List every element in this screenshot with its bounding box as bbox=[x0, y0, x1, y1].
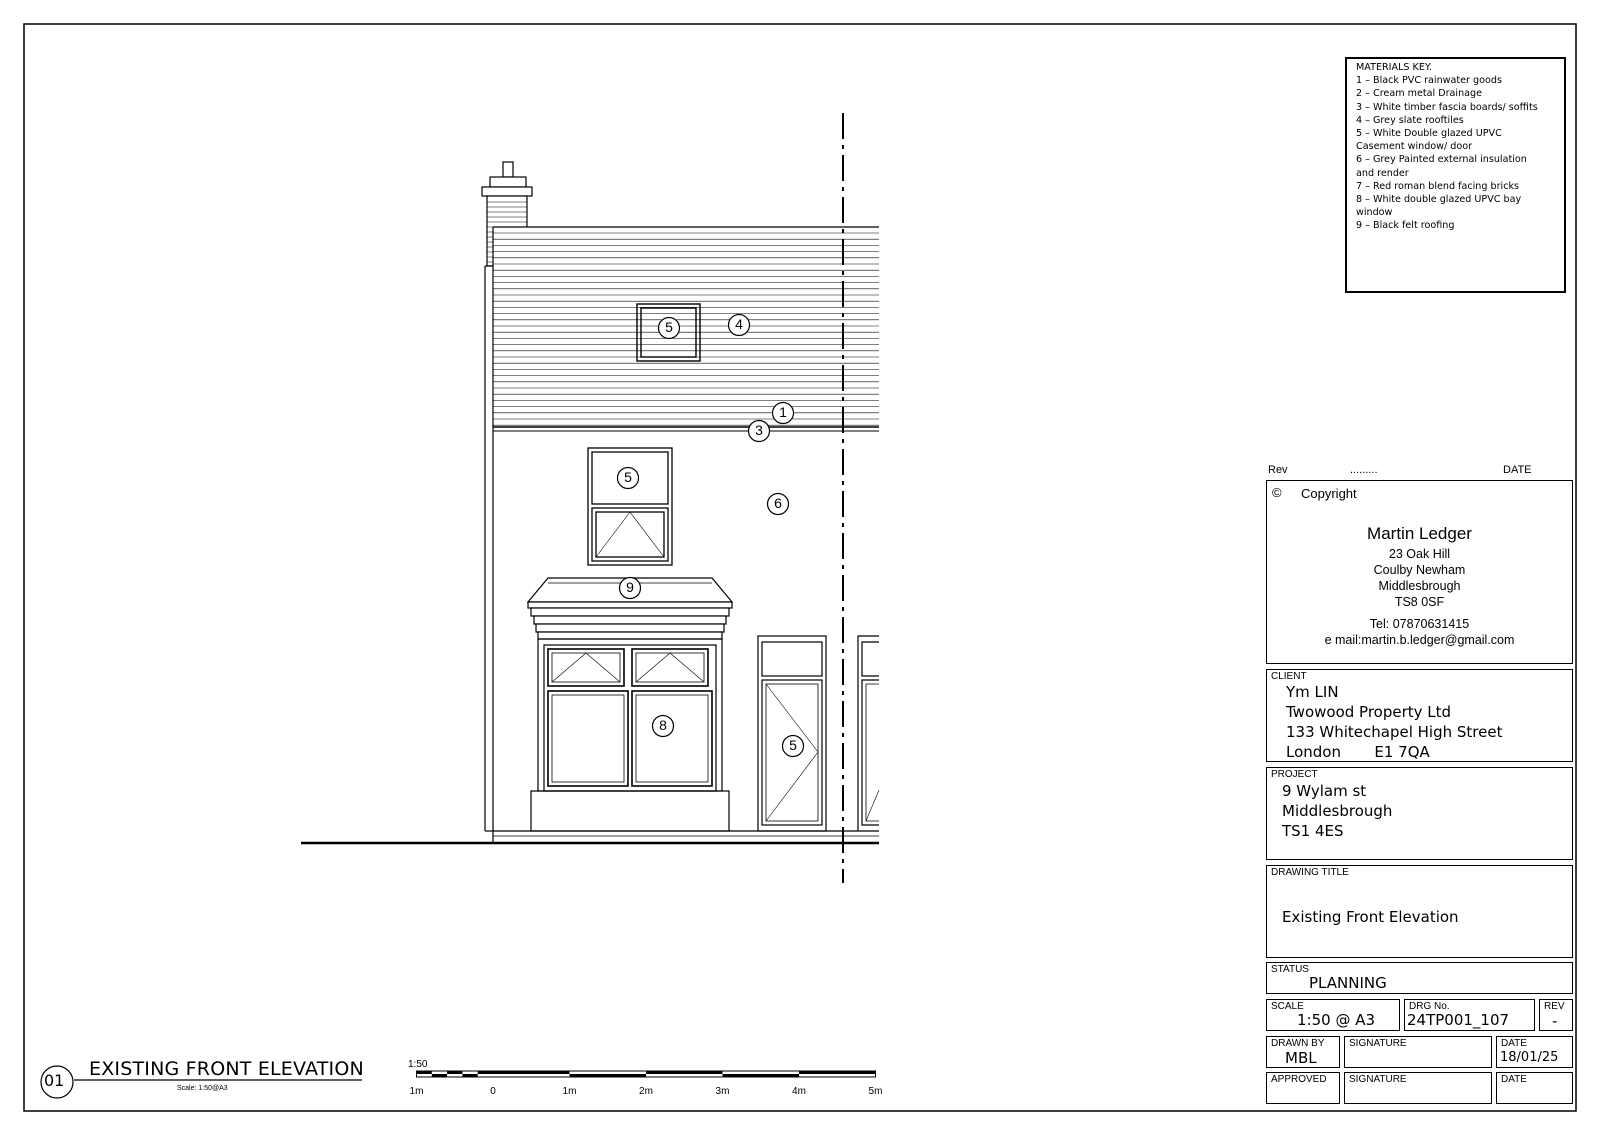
rev-date-label: DATE bbox=[1503, 464, 1532, 476]
scale-bar-tick-label: 4m bbox=[792, 1086, 806, 1097]
firm-details-box bbox=[1266, 480, 1573, 664]
drawn-by-label: DRAWN BY bbox=[1271, 1038, 1325, 1049]
firm-address-1: 23 Oak Hill bbox=[1388, 547, 1451, 561]
material-tag: 5 bbox=[624, 469, 632, 485]
view-number: 01 bbox=[44, 1071, 65, 1090]
date-label-2: DATE bbox=[1501, 1074, 1527, 1085]
firm-address-4: TS8 0SF bbox=[1394, 595, 1445, 609]
rev-value: - bbox=[1552, 1012, 1558, 1030]
project-line-3: TS1 4ES bbox=[1282, 822, 1344, 840]
client-line-2: Twowood Property Ltd bbox=[1286, 703, 1452, 721]
neighbour-door bbox=[858, 636, 879, 831]
copyright-icon: © bbox=[1272, 485, 1282, 500]
scale-bar-segment bbox=[799, 1071, 876, 1074]
drg-value: 24TP001_107 bbox=[1407, 1011, 1510, 1029]
client-line-4: London E1 7QA bbox=[1286, 743, 1430, 761]
scale-bar-segment bbox=[723, 1074, 800, 1077]
materials-key-line: 6 – Grey Painted external insulation bbox=[1356, 154, 1527, 166]
scale-bar-segment bbox=[447, 1071, 462, 1074]
scale-bar-tick-label: 2m bbox=[639, 1086, 653, 1097]
scale-value: 1:50 @ A3 bbox=[1297, 1011, 1376, 1029]
drawn-by-box bbox=[1266, 1036, 1340, 1068]
scale-bar-segment bbox=[417, 1071, 432, 1074]
firm-tel: Tel: 07870631415 bbox=[1369, 617, 1470, 631]
copyright-text: Copyright bbox=[1301, 486, 1357, 501]
scale-bar-segment bbox=[570, 1074, 647, 1077]
materials-key-heading: MATERIALS KEY. bbox=[1356, 62, 1432, 73]
drawing-title-label: DRAWING TITLE bbox=[1271, 867, 1349, 878]
scale-bar-tick-label: 1m bbox=[562, 1086, 577, 1097]
project-line-2: Middlesbrough bbox=[1282, 802, 1393, 820]
roof-slates bbox=[493, 227, 879, 431]
project-box bbox=[1266, 767, 1573, 860]
rev-dots: ......... bbox=[1350, 464, 1378, 476]
client-line-1: Ym LIN bbox=[1286, 683, 1339, 701]
materials-key-line: 2 – Cream metal Drainage bbox=[1356, 88, 1483, 100]
materials-key-line: 7 – Red roman blend facing bricks bbox=[1356, 180, 1520, 192]
materials-key-line: Casement window/ door bbox=[1356, 141, 1473, 153]
materials-key-line: 9 – Black felt roofing bbox=[1356, 220, 1455, 232]
materials-key bbox=[1345, 57, 1566, 293]
scale-bar-tick-label: 0 bbox=[490, 1086, 496, 1097]
material-tag: 5 bbox=[665, 319, 673, 335]
scale-bar-segment bbox=[432, 1074, 447, 1077]
materials-key-line: window bbox=[1356, 207, 1393, 219]
scale-bar-segment bbox=[646, 1071, 723, 1074]
scale-bar-segment bbox=[493, 1071, 570, 1074]
signature-box bbox=[1344, 1036, 1492, 1068]
drawing-title-box bbox=[1266, 865, 1573, 958]
materials-key-line: and render bbox=[1356, 167, 1409, 179]
materials-key-line: 5 – White Double glazed UPVC bbox=[1356, 128, 1502, 140]
project-label: PROJECT bbox=[1271, 769, 1318, 780]
scale-bar-tick-label: 1m bbox=[409, 1086, 424, 1097]
signature-label: SIGNATURE bbox=[1349, 1038, 1407, 1049]
view-title: EXISTING FRONT ELEVATION bbox=[89, 1058, 364, 1080]
material-tag: 8 bbox=[659, 717, 667, 733]
firm-address-3: Middlesbrough bbox=[1378, 579, 1461, 593]
date-box bbox=[1496, 1036, 1573, 1068]
client-line-3: 133 Whitechapel High Street bbox=[1286, 723, 1503, 741]
drawing-title: Existing Front Elevation bbox=[1282, 908, 1459, 926]
signature-box-2 bbox=[1344, 1072, 1492, 1104]
project-line-1: 9 Wylam st bbox=[1282, 782, 1367, 800]
materials-key-line: 1 – Black PVC rainwater goods bbox=[1356, 75, 1502, 87]
bay-window bbox=[531, 639, 729, 831]
date-box-2 bbox=[1496, 1072, 1573, 1104]
scale-box bbox=[1266, 999, 1400, 1031]
firm-email: e mail:martin.b.ledger@gmail.com bbox=[1324, 633, 1515, 647]
material-tag: 4 bbox=[735, 316, 743, 332]
material-tag: 5 bbox=[789, 737, 797, 753]
status-value: PLANNING bbox=[1309, 974, 1387, 992]
materials-key-line: 8 – White double glazed UPVC bay bbox=[1356, 194, 1522, 206]
rev-label: Rev bbox=[1268, 464, 1288, 476]
drawn-by-value: MBL bbox=[1285, 1049, 1317, 1067]
client-box bbox=[1266, 669, 1573, 762]
firm-address-2: Coulby Newham bbox=[1373, 563, 1466, 577]
material-tag: 1 bbox=[779, 404, 787, 420]
scale-bar-tick-label: 5m bbox=[868, 1086, 883, 1097]
signature-label-2: SIGNATURE bbox=[1349, 1074, 1407, 1085]
approved-box bbox=[1266, 1072, 1340, 1104]
rev-box-label: REV bbox=[1544, 1001, 1565, 1012]
drg-label: DRG No. bbox=[1409, 1001, 1450, 1012]
approved-label: APPROVED bbox=[1271, 1074, 1327, 1085]
scale-bar-tick-label: 3m bbox=[715, 1086, 730, 1097]
first-floor-window bbox=[588, 448, 672, 565]
scale-bar-segment bbox=[462, 1074, 477, 1077]
scale-label: SCALE bbox=[1271, 1001, 1304, 1012]
scale-bar bbox=[417, 1071, 876, 1077]
front-door bbox=[758, 636, 826, 831]
revision-box bbox=[1539, 999, 1573, 1031]
material-tag: 6 bbox=[774, 495, 782, 511]
status-box bbox=[1266, 962, 1573, 994]
material-tag: 3 bbox=[755, 422, 763, 438]
status-label: STATUS bbox=[1271, 964, 1309, 975]
materials-key-line: 4 – Grey slate rooftiles bbox=[1356, 114, 1464, 126]
view-scale-note: Scale: 1:50@A3 bbox=[177, 1085, 228, 1092]
date-value: 18/01/25 bbox=[1500, 1050, 1559, 1065]
client-label: CLIENT bbox=[1271, 671, 1307, 682]
material-tag: 9 bbox=[626, 579, 634, 595]
scale-bar-segment bbox=[478, 1071, 493, 1074]
date-label: DATE bbox=[1501, 1038, 1527, 1049]
materials-key-line: 3 – White timber fascia boards/ soffits bbox=[1356, 101, 1538, 113]
drawing-number-box bbox=[1404, 999, 1535, 1031]
scale-bar-label: 1:50 bbox=[408, 1059, 428, 1070]
firm-name: Martin Ledger bbox=[1367, 524, 1472, 543]
